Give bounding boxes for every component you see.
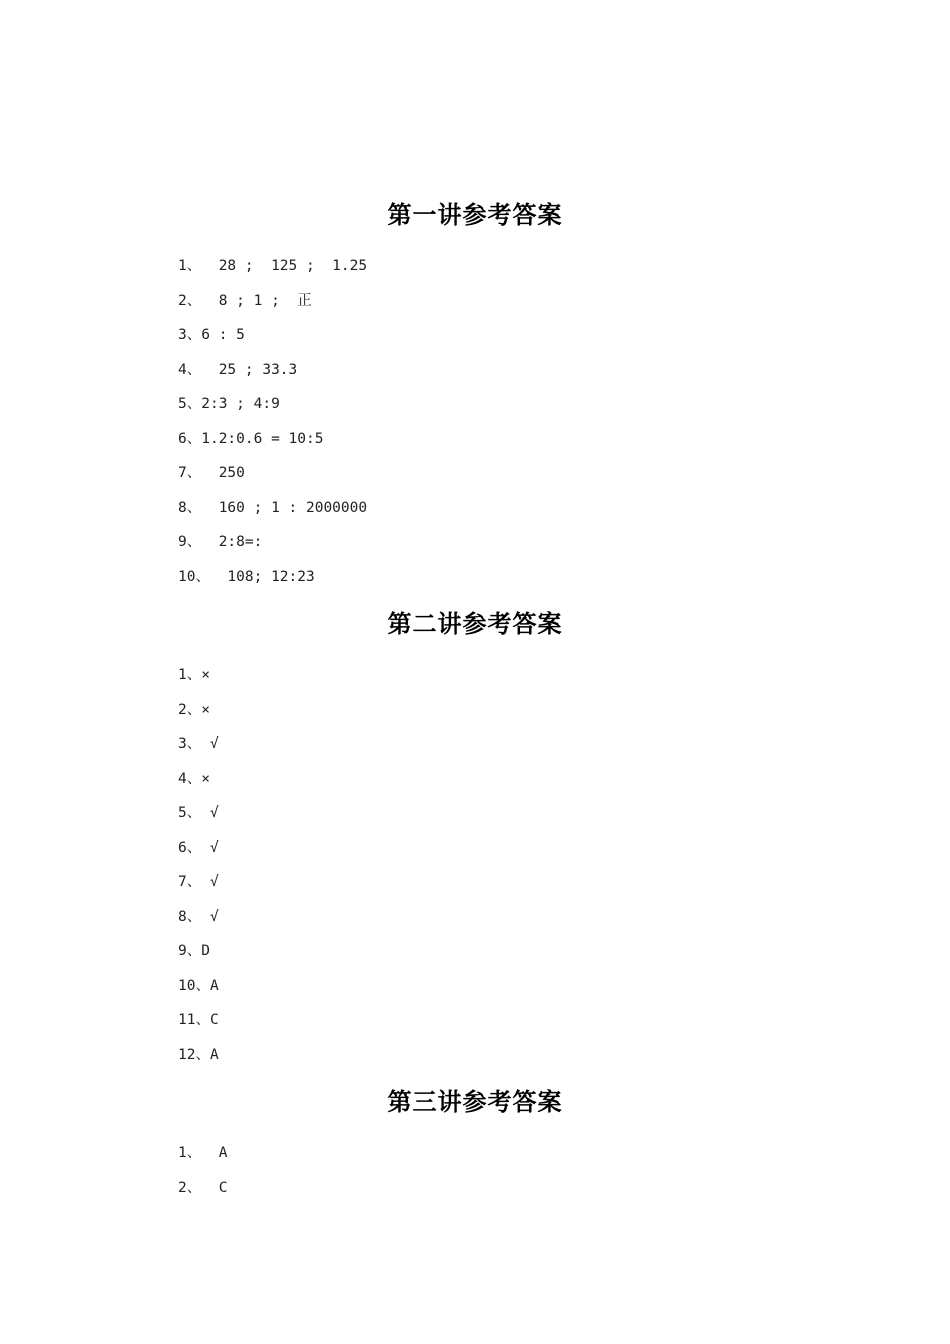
section-lecture-2	[0, 604, 950, 1072]
section-lecture-3	[0, 1082, 950, 1205]
answer-item: 12、A	[178, 1046, 219, 1063]
answer-item: 8、 160 ; 1 : 2000000	[178, 499, 368, 516]
answer-list	[0, 249, 950, 594]
section-title: 第一讲参考答案	[387, 201, 563, 229]
answer-list	[0, 658, 950, 1072]
answer-item: 9、 2:8=:	[178, 534, 263, 550]
section-title: 第三讲参考答案	[387, 1088, 563, 1116]
answer-item: 1、 28 ; 125 ; 1.25	[178, 258, 368, 274]
answer-item: 5、 √	[178, 805, 219, 821]
answer-item: 1、 A	[178, 1145, 228, 1161]
answer-item: 4、 25 ; 33.3	[178, 361, 298, 378]
section-title: 第二讲参考答案	[387, 610, 563, 638]
answer-item: 7、 √	[178, 874, 219, 890]
answer-list	[0, 1136, 950, 1205]
answer-item: 1、×	[178, 667, 210, 683]
answer-item: 6、 √	[178, 839, 219, 856]
answer-item: 11、C	[178, 1012, 219, 1028]
answer-item: 4、×	[178, 770, 210, 787]
answer-item: 2、 C	[178, 1179, 228, 1196]
answer-item: 3、 √	[178, 736, 219, 752]
answer-item: 9、D	[178, 943, 210, 959]
section-lecture-1	[0, 195, 950, 594]
answer-item: 6、1.2:0.6 = 10:5	[178, 430, 324, 447]
answer-item: 3、6 : 5	[178, 327, 245, 343]
answer-item: 8、 √	[178, 908, 219, 925]
answer-item: 10、 108; 12:23	[178, 568, 315, 585]
answer-item: 2、×	[178, 701, 210, 718]
answer-item: 10、A	[178, 977, 219, 994]
answer-item: 7、 250	[178, 465, 245, 481]
answer-item: 2、 8 ; 1 ; 正	[178, 292, 312, 309]
answer-item: 5、2:3 ; 4:9	[178, 396, 280, 412]
